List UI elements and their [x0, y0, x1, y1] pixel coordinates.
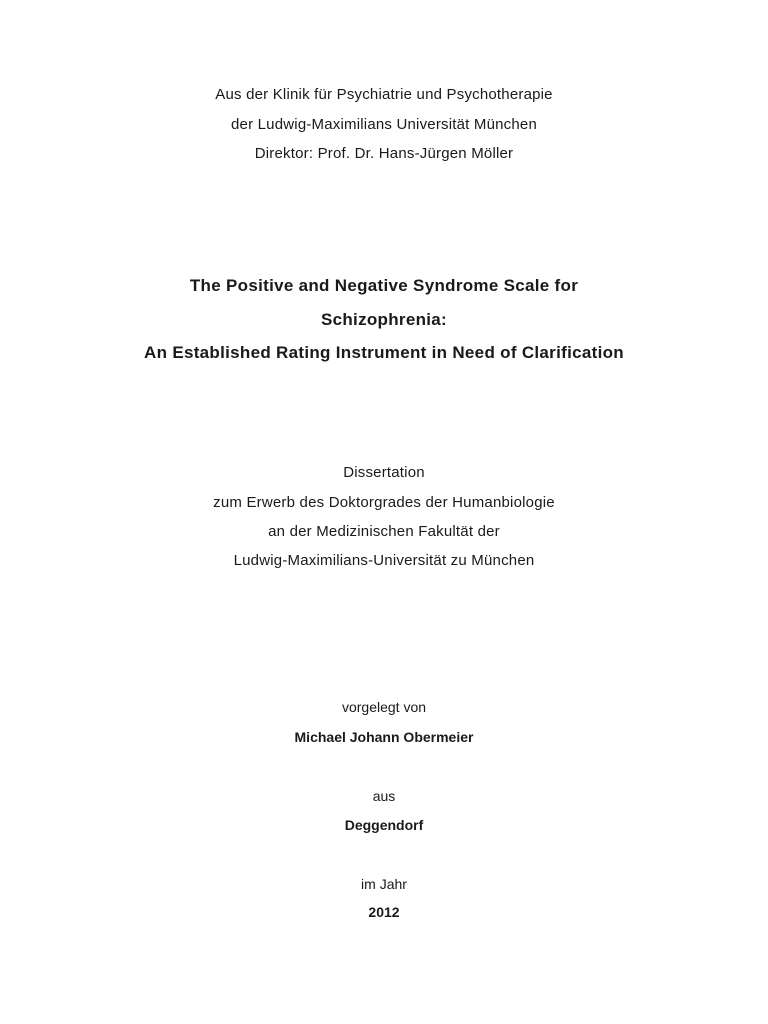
author-name: Michael Johann Obermeier: [294, 729, 474, 745]
author-label: vorgelegt von: [341, 699, 427, 715]
origin-place: Deggendorf: [344, 817, 424, 833]
institution-line-university: der Ludwig-Maximilians Universität München: [230, 116, 538, 133]
dissertation-degree: zum Erwerb des Doktorgrades der Humanbiologie: [213, 494, 555, 511]
institution-line-clinic: Aus der Klinik für Psychiatrie und Psychotherapie: [215, 86, 553, 103]
thesis-title-line-2: Schizophrenia:: [320, 310, 448, 329]
year-label: im Jahr: [361, 876, 407, 892]
dissertation-label: Dissertation: [343, 464, 425, 481]
year-value: 2012: [368, 904, 400, 920]
institution-line-director: Direktor: Prof. Dr. Hans-Jürgen Möller: [254, 145, 514, 162]
dissertation-university: Ludwig-Maximilians-Universität zu München: [233, 552, 535, 569]
dissertation-faculty: an der Medizinischen Fakultät der: [268, 523, 500, 540]
thesis-title-line-3: An Established Rating Instrument in Need of Clarification: [144, 343, 624, 362]
origin-label: aus: [372, 788, 396, 804]
thesis-title-line-1: The Positive and Negative Syndrome Scale for: [189, 276, 579, 295]
